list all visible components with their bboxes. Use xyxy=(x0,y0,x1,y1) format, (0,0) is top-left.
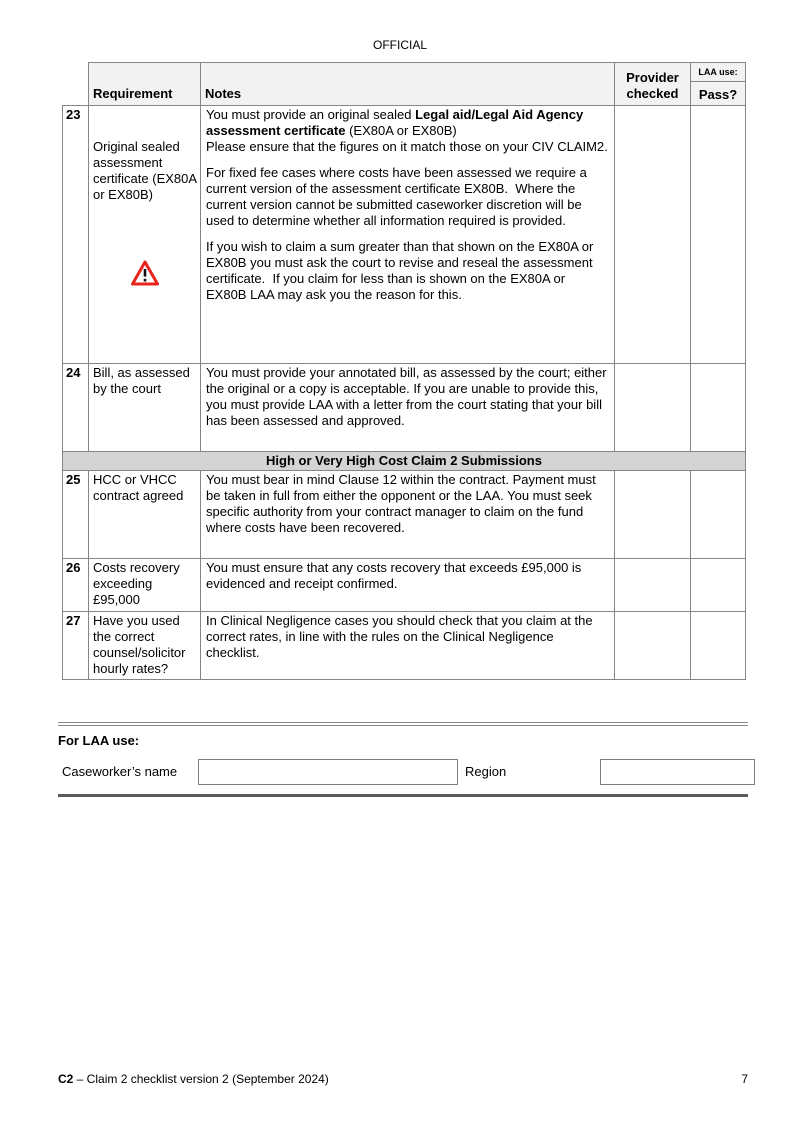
section-divider-top xyxy=(58,722,748,726)
page-footer xyxy=(58,1072,748,1086)
table-row-24 xyxy=(63,364,746,452)
row-number: 24 xyxy=(63,364,89,452)
header-requirement: Requirement xyxy=(89,63,201,106)
laa-use-label: LAA use: xyxy=(691,63,745,82)
header-notes: Notes xyxy=(201,63,615,106)
notes-cell xyxy=(201,364,615,452)
provider-checked-cell[interactable] xyxy=(615,471,691,559)
header-num-spacer xyxy=(63,63,89,106)
region-input[interactable] xyxy=(600,759,755,785)
section-header: High or Very High Cost Claim 2 Submissions xyxy=(63,452,746,471)
notes-text: Please ensure that the figures on it match those on your CIV CLAIM2. xyxy=(206,139,608,154)
notes-paragraph: For fixed fee cases where costs have been assessed we require a current version of the assessment certificate EX80B. Where the current version cannot be submitted caseworker discretion will be used to determine whether all information required is provided. xyxy=(206,165,591,228)
warning-triangle-icon xyxy=(94,243,197,307)
laa-form-row xyxy=(58,759,748,785)
notes-cell xyxy=(201,559,615,612)
checklist-table-container xyxy=(62,62,746,680)
footer-doc-title xyxy=(58,1072,329,1086)
provider-checked-cell[interactable] xyxy=(615,559,691,612)
table-row-23 xyxy=(63,106,746,364)
provider-checked-cell[interactable] xyxy=(615,364,691,452)
requirement-text: Original sealed assessment certificate (EX80A or EX80B) xyxy=(93,139,200,202)
pass-cell[interactable] xyxy=(691,471,746,559)
header-laa-pass xyxy=(691,63,746,106)
section-divider-bottom xyxy=(58,794,748,797)
row-number: 23 xyxy=(63,106,89,364)
notes-paragraph: You must bear in mind Clause 12 within the contract. Payment must be taken in full from either the opponent or the LAA. You must seek specific authority from your contract manager to claim on the fund where costs have been recovered. xyxy=(206,472,600,535)
checklist-table xyxy=(62,62,746,680)
official-classification-banner: OFFICIAL xyxy=(372,38,427,52)
notes-paragraph xyxy=(206,107,609,155)
laa-section-title: For LAA use: xyxy=(58,733,140,748)
requirement-cell xyxy=(89,106,201,364)
caseworker-name-input[interactable] xyxy=(198,759,458,785)
notes-cell xyxy=(201,612,615,680)
requirement-cell: HCC or VHCC contract agreed xyxy=(89,471,201,559)
pass-cell[interactable] xyxy=(691,364,746,452)
requirement-cell: Have you used the correct counsel/solicitor hourly rates? xyxy=(89,612,201,680)
notes-text: (EX80A or EX80B) xyxy=(345,123,457,138)
notes-paragraph: If you wish to claim a sum greater than that shown on the EX80A or EX80B you must ask the court to revise and reseal the assessment certificate. If you claim for less than is shown on the EX80A or EX80B LAA may ask you the reason for this. xyxy=(206,239,597,302)
pass-cell[interactable] xyxy=(691,612,746,680)
row-number: 26 xyxy=(63,559,89,612)
row-number: 27 xyxy=(63,612,89,680)
notes-cell xyxy=(201,471,615,559)
caseworker-name-label: Caseworker’s name xyxy=(62,764,178,779)
table-row-26 xyxy=(63,559,746,612)
requirement-cell: Costs recovery exceeding £95,000 xyxy=(89,559,201,612)
header-provider-checked: Provider checked xyxy=(615,63,691,106)
section-header-row xyxy=(63,452,746,471)
region-label: Region xyxy=(465,764,507,779)
notes-text: You must provide an original sealed xyxy=(206,107,416,122)
pass-label: Pass? xyxy=(698,87,738,102)
notes-cell xyxy=(201,106,615,364)
notes-paragraph: You must provide your annotated bill, as assessed by the court; either the original or a copy is acceptable. If you are unable to provide this, you must provide LAA with a letter from the court stating that your bill has been assessed and approved. xyxy=(206,365,611,428)
pass-cell[interactable] xyxy=(691,106,746,364)
page-number: 7 xyxy=(741,1072,748,1086)
footer-doc-code: C2 xyxy=(58,1072,74,1086)
provider-checked-cell[interactable] xyxy=(615,612,691,680)
notes-paragraph: In Clinical Negligence cases you should check that you claim at the correct rates, in line with the rules on the Clinical Negligence checklist. xyxy=(206,613,597,660)
footer-doc-title-text: – Claim 2 checklist version 2 (September 2024) xyxy=(73,1072,329,1086)
notes-paragraph: You must ensure that any costs recovery that exceeds £95,000 is evidenced and receipt confirmed. xyxy=(206,560,585,591)
notes-bold-text: Legal aid/Legal Aid Agency assessment certificate xyxy=(206,107,587,138)
provider-checked-cell[interactable] xyxy=(615,106,691,364)
table-header-row xyxy=(63,63,746,106)
table-row-25 xyxy=(63,471,746,559)
row-number: 25 xyxy=(63,471,89,559)
requirement-cell: Bill, as assessed by the court xyxy=(89,364,201,452)
laa-use-section xyxy=(58,722,748,797)
table-row-27 xyxy=(63,612,746,680)
pass-cell[interactable] xyxy=(691,559,746,612)
